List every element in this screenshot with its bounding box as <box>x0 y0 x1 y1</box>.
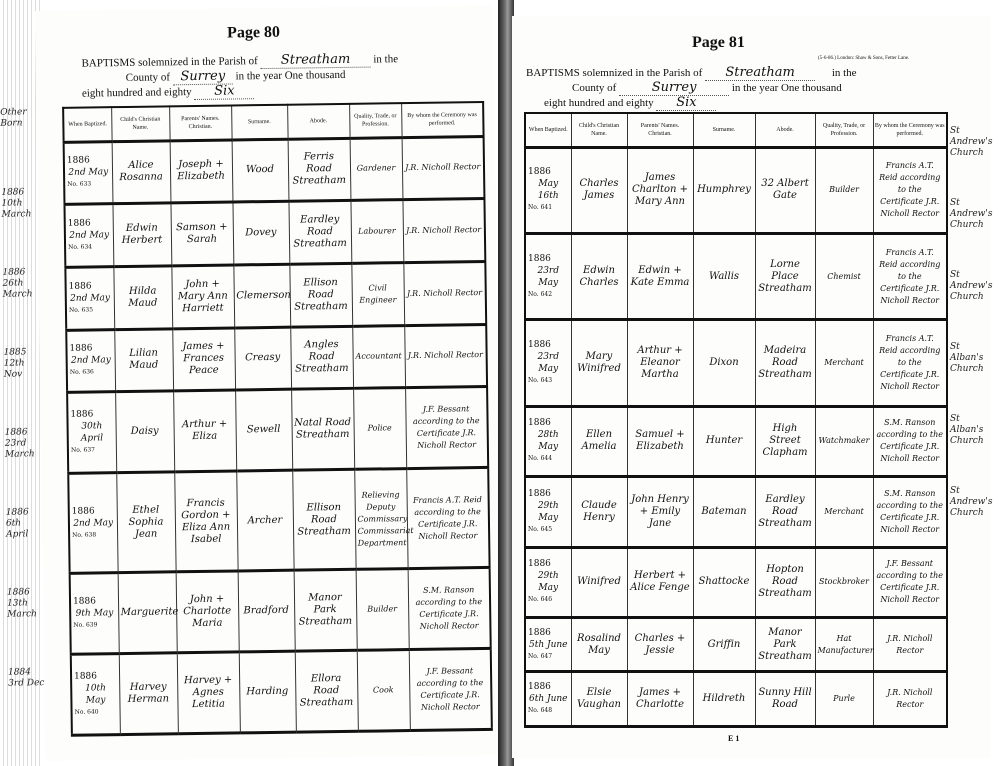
by-cell: Francis A.T. Reid according to the Certificate J.R. Nicholl Rector <box>406 468 489 569</box>
register-row <box>65 261 486 330</box>
parents-cell: John + Mary Ann Harriett <box>171 265 234 329</box>
by-cell: J.R. Nicholl Rector <box>873 672 947 727</box>
surname-cell: Hildreth <box>693 672 755 727</box>
margin-note: 1886 10th March <box>1 187 32 220</box>
abode-cell: Hopton Road Streatham <box>755 547 815 617</box>
parents-cell: Edwin + Kate Emma <box>627 233 693 319</box>
entry-number: No. 633 <box>67 180 92 189</box>
parents-cell: Samuel + Elizabeth <box>627 406 693 476</box>
parents-cell: Arthur + Eliza <box>173 390 236 472</box>
baptism-date: 10th May <box>84 683 107 706</box>
column-header: Abode. <box>755 113 815 147</box>
parents-cell: Charles + Jessie <box>627 617 693 671</box>
county-name: Surrey <box>619 81 729 96</box>
when-baptized-cell <box>64 204 113 267</box>
by-cell: Francis A.T. Reid according to the Certificate J.R. Nicholl Rector <box>873 320 947 406</box>
child-cell: Elsie Vaughan <box>571 672 627 727</box>
by-cell: J.F. Bessant according to the Certificate J.R. Nicholl Rector <box>409 648 492 730</box>
entry-number: No. 634 <box>68 243 93 251</box>
entry-number: No. 647 <box>528 652 553 660</box>
abode-cell: Ferris Road Streatham <box>288 138 351 202</box>
trade-cell: Purle <box>815 672 873 727</box>
entry-number: No. 641 <box>528 204 553 212</box>
page-number: Page 80 <box>226 23 281 42</box>
abode-cell: Manor Park Streatham <box>755 617 815 671</box>
by-cell: J.F. Bessant according to the Certificate J.R. Nicholl Rector <box>405 387 488 469</box>
by-cell: S.M. Ranson according to the Certificate J.R. Nicholl Rector <box>873 477 947 547</box>
baptism-date: 23rd May <box>537 351 559 374</box>
header-row <box>525 113 947 147</box>
surname-cell: Wood <box>232 139 289 202</box>
trade-cell: Chemist <box>815 233 873 319</box>
margin-note: 1886 26th March <box>2 267 33 300</box>
trade-cell: Labourer <box>350 200 403 263</box>
baptism-date: 29th May <box>537 571 559 594</box>
baptism-date: 30th April <box>80 421 104 444</box>
child-cell: Charles James <box>571 147 627 233</box>
child-cell: Edwin Charles <box>571 233 627 319</box>
when-baptized-cell <box>71 653 120 735</box>
parents-cell: Francis Gordon + Eliza Ann Isabel <box>174 471 237 571</box>
trade-cell: Builder <box>356 568 409 650</box>
baptism-date: May 16th <box>537 179 559 202</box>
margin-note: 1885 12th Nov <box>3 347 27 380</box>
trade-cell: Cook <box>357 649 410 731</box>
by-cell: S.M. Ranson according to the Certificate J.R. Nicholl Rector <box>873 406 947 476</box>
abode-cell: Eardley Road Streatham <box>755 477 815 547</box>
by-cell: J.R. Nicholl Rector <box>873 617 947 671</box>
baptism-date: 23rd May <box>537 265 559 288</box>
year-label: in the year One thousand <box>235 68 346 83</box>
register-row <box>525 233 947 319</box>
entry-year: 1886 <box>528 627 551 638</box>
trade-cell: Police <box>353 388 406 470</box>
abode-cell: High Street Clapham <box>755 406 815 476</box>
trade-cell: Stockbroker <box>815 547 873 617</box>
child-cell: Winifred <box>571 547 627 617</box>
margin-note: St Andrew's Church <box>950 126 993 158</box>
child-cell: Claude Henry <box>571 477 627 547</box>
header-prefix: BAPTISMS solemnized in the Parish of <box>81 55 258 70</box>
parents-cell: John Henry + Emily Jane <box>627 477 693 547</box>
by-cell: S.M. Ranson according to the Certificate J.R. Nicholl Rector <box>408 567 491 649</box>
trade-cell: Hat Manufacturer <box>815 617 873 671</box>
register-row <box>64 199 485 268</box>
column-header: By whom the Ceremony was performed. <box>873 113 947 147</box>
column-header: Abode. <box>287 104 349 139</box>
column-header: When Baptized. <box>63 107 111 142</box>
when-baptized-cell <box>68 473 117 573</box>
abode-cell: Ellora Road Streatham <box>295 650 358 732</box>
eight-hundred-label: eight hundred and eighty <box>544 97 654 109</box>
surname-cell: Clemerson <box>233 264 290 327</box>
when-baptized-cell <box>525 477 571 547</box>
child-cell: Ellen Amelia <box>571 406 627 476</box>
by-cell: Francis A.T. Reid according to the Certificate J.R. Nicholl Rector <box>873 147 947 233</box>
baptism-date: 2nd May <box>73 517 114 529</box>
entry-number: No. 645 <box>528 525 553 533</box>
printer-imprint: (5-6-86.) London: Shaw & Sons, Fetter Lane. <box>818 56 910 61</box>
column-header: Child's Christian Name. <box>111 106 169 141</box>
entry-year: 1886 <box>528 682 551 693</box>
year-word: Six <box>656 96 716 111</box>
register-row <box>525 147 947 233</box>
abode-cell: Angles Road Streatham <box>290 326 353 390</box>
when-baptized-cell <box>70 572 119 654</box>
by-cell: J.F. Bessant according to the Certificate J.R. Nicholl Rector <box>873 547 947 617</box>
when-baptized-cell <box>525 617 571 671</box>
parents-cell: James Charlton + Mary Ann <box>627 147 693 233</box>
entry-year: 1886 <box>66 155 90 167</box>
child-cell: Rosalind May <box>571 617 627 671</box>
abode-cell: Lorne Place Streatham <box>755 233 815 319</box>
surname-cell: Dixon <box>693 320 755 406</box>
abode-cell: Natal Road Streatham <box>291 389 354 471</box>
when-baptized-cell <box>525 320 571 406</box>
by-cell: J.R. Nicholl Rector <box>404 324 487 388</box>
column-header: Surname. <box>693 113 755 147</box>
surname-cell: Creasy <box>234 327 291 390</box>
child-cell: Harvey Herman <box>119 653 178 735</box>
trade-cell: Relieving Deputy Commissary Commissariat Department <box>354 469 407 569</box>
header-in-the: in the <box>831 67 857 79</box>
left-page <box>0 5 503 761</box>
entry-year: 1886 <box>72 596 97 607</box>
entry-number: No. 635 <box>68 306 94 314</box>
margin-note: St Alban's Church <box>950 342 984 374</box>
child-cell: Hilda Maud <box>113 266 172 330</box>
child-cell: Ethel Sophia Jean <box>116 472 175 572</box>
baptism-date: 28th May <box>537 430 559 453</box>
surname-cell: Bradford <box>238 570 295 652</box>
margin-note: St Alban's Church <box>950 414 984 446</box>
county-label: County of <box>125 71 171 84</box>
register-row <box>525 320 947 406</box>
surname-cell: Hunter <box>693 406 755 476</box>
entry-year: 1886 <box>528 167 551 178</box>
parents-cell: Harvey + Agnes Letitia <box>177 652 240 734</box>
column-header: Surname. <box>231 105 287 140</box>
baptism-date: 5th June <box>528 639 568 650</box>
year-word: Six <box>194 84 254 100</box>
column-header: Child's Christian Name. <box>571 113 627 147</box>
by-cell: J.R. Nicholl Rector <box>402 199 485 263</box>
when-baptized-cell <box>525 147 571 233</box>
margin-note: 1886 23rd March <box>4 427 35 460</box>
parish-name: Streatham <box>260 53 370 70</box>
entry-year: 1886 <box>528 253 551 264</box>
child-cell: Marguerite <box>118 572 177 654</box>
by-cell: J.R. Nicholl Rector <box>403 261 486 325</box>
when-baptized-cell <box>525 547 571 617</box>
trade-cell: Builder <box>815 147 873 233</box>
trade-cell: Civil Engineer <box>351 263 404 326</box>
parents-cell: Samson + Sarah <box>170 202 233 266</box>
header-in-the: in the <box>373 53 399 66</box>
column-header: When Baptized. <box>525 113 571 147</box>
entry-number: No. 637 <box>70 446 96 455</box>
register-row <box>67 387 488 474</box>
page-footer: E 1 <box>728 734 740 743</box>
column-header: Parents' Names. Christian. <box>627 113 693 147</box>
register-row <box>525 672 947 727</box>
register-row <box>525 477 947 547</box>
entry-year: 1886 <box>74 671 98 682</box>
abode-cell: Madeira Road Streatham <box>755 320 815 406</box>
when-baptized-cell <box>65 267 114 330</box>
trade-cell: Gardener <box>350 137 403 200</box>
when-baptized-cell <box>525 672 571 727</box>
child-cell: Lilian Maud <box>114 328 173 392</box>
margin-note: 1886 6th April <box>5 507 29 540</box>
entry-number: No. 648 <box>528 707 553 715</box>
by-cell: Francis A.T. Reid according to the Certificate J.R. Nicholl Rector <box>873 233 947 319</box>
trade-cell: Merchant <box>815 320 873 406</box>
entry-year: 1886 <box>70 409 94 421</box>
entry-year: 1886 <box>528 339 551 350</box>
margin-note: St Andrew's Church <box>950 486 993 518</box>
child-cell: Mary Winifred <box>571 320 627 406</box>
baptism-date: 2nd May <box>70 355 111 367</box>
register-row <box>525 617 947 671</box>
column-header: Parents' Names. Christian. <box>169 106 231 141</box>
margin-note: St Andrew's Church <box>950 270 993 302</box>
entry-year: 1886 <box>68 281 92 292</box>
baptism-register-table <box>62 101 493 737</box>
child-cell: Edwin Herbert <box>112 203 171 267</box>
register-row <box>70 567 491 654</box>
surname-cell: Archer <box>236 471 293 571</box>
register-row <box>68 468 489 573</box>
baptism-date: 9th May <box>75 608 114 619</box>
surname-cell: Sewell <box>235 390 292 472</box>
abode-cell: Eardley Road Streatham <box>288 201 351 265</box>
column-header: By whom the Ceremony was performed. <box>401 102 483 137</box>
abode-cell: Ellison Road Streatham <box>289 263 352 327</box>
column-header: Quality, Trade, or Profession. <box>815 113 873 147</box>
when-baptized-cell <box>67 392 116 474</box>
parents-cell: Arthur + Eleanor Martha <box>627 320 693 406</box>
margin-note: 1886 13th March <box>6 587 38 620</box>
child-cell: Daisy <box>115 391 174 473</box>
register-row <box>525 406 947 476</box>
entry-number: No. 646 <box>528 596 553 604</box>
baptism-date: 2nd May <box>69 230 110 241</box>
right-page <box>512 16 993 758</box>
surname-cell: Dovey <box>232 201 289 264</box>
surname-cell: Bateman <box>693 477 755 547</box>
year-label: in the year One thousand <box>731 82 842 94</box>
surname-cell: Harding <box>239 651 296 733</box>
entry-number: No. 638 <box>72 531 97 539</box>
parents-cell: Herbert + Alice Fenge <box>627 547 693 617</box>
register-header <box>81 51 484 102</box>
entry-number: No. 636 <box>69 368 94 377</box>
eight-hundred-label: eight hundred and eighty <box>81 86 192 100</box>
entry-year: 1886 <box>528 418 551 429</box>
by-cell: J.R. Nicholl Rector <box>402 136 485 200</box>
entry-number: No. 643 <box>528 376 553 384</box>
parents-cell: Joseph + Elizabeth <box>170 139 233 203</box>
when-baptized-cell <box>525 233 571 319</box>
baptism-date: 2nd May <box>70 292 111 304</box>
parish-name: Streatham <box>705 66 815 81</box>
county-name: Surrey <box>173 69 233 85</box>
entry-number: No. 642 <box>528 290 553 298</box>
register-row <box>525 547 947 617</box>
entry-year: 1886 <box>528 559 551 570</box>
county-label: County of <box>572 82 617 94</box>
parents-cell: James + Charlotte <box>627 672 693 727</box>
margin-note: St Andrew's Church <box>950 198 993 230</box>
surname-cell: Griffin <box>693 617 755 671</box>
trade-cell: Accountant <box>352 325 405 388</box>
abode-cell: Ellison Road Streatham <box>292 470 355 570</box>
surname-cell: Wallis <box>693 233 755 319</box>
trade-cell: Merchant <box>815 477 873 547</box>
baptism-date: 6th June <box>528 694 568 705</box>
margin-note: 1884 3rd Dec <box>7 667 45 689</box>
entry-year: 1886 <box>71 506 95 517</box>
trade-cell: Watchmaker <box>815 406 873 476</box>
surname-cell: Shattocke <box>693 547 755 617</box>
register-row <box>71 648 492 735</box>
entry-number: No. 639 <box>73 621 98 629</box>
margin-note: Other Born <box>0 107 27 129</box>
page-number: Page 81 <box>692 34 745 51</box>
baptism-date: 29th May <box>537 500 559 523</box>
parents-cell: James + Frances Peace <box>172 328 235 392</box>
entry-year: 1886 <box>67 218 91 229</box>
when-baptized-cell <box>64 141 113 204</box>
register-row <box>66 324 487 393</box>
when-baptized-cell <box>66 329 115 392</box>
baptism-register-table <box>524 112 948 728</box>
entry-year: 1886 <box>528 488 551 499</box>
baptism-date: 2nd May <box>68 167 109 179</box>
column-header: Quality, Trade, or Profession. <box>349 103 401 138</box>
abode-cell: 32 Albert Gate <box>755 147 815 233</box>
abode-cell: Sunny Hill Road <box>755 672 815 727</box>
entry-number: No. 640 <box>74 708 99 716</box>
abode-cell: Manor Park Streatham <box>294 569 357 651</box>
register-row <box>64 136 485 205</box>
register-header <box>526 66 946 111</box>
entry-number: No. 644 <box>528 455 553 463</box>
child-cell: Alice Rosanna <box>112 140 171 204</box>
entry-year: 1886 <box>69 343 93 355</box>
parents-cell: John + Charlotte Maria <box>176 571 239 653</box>
surname-cell: Humphrey <box>693 147 755 233</box>
header-prefix: BAPTISMS solemnized in the Parish of <box>526 67 703 79</box>
when-baptized-cell <box>525 406 571 476</box>
